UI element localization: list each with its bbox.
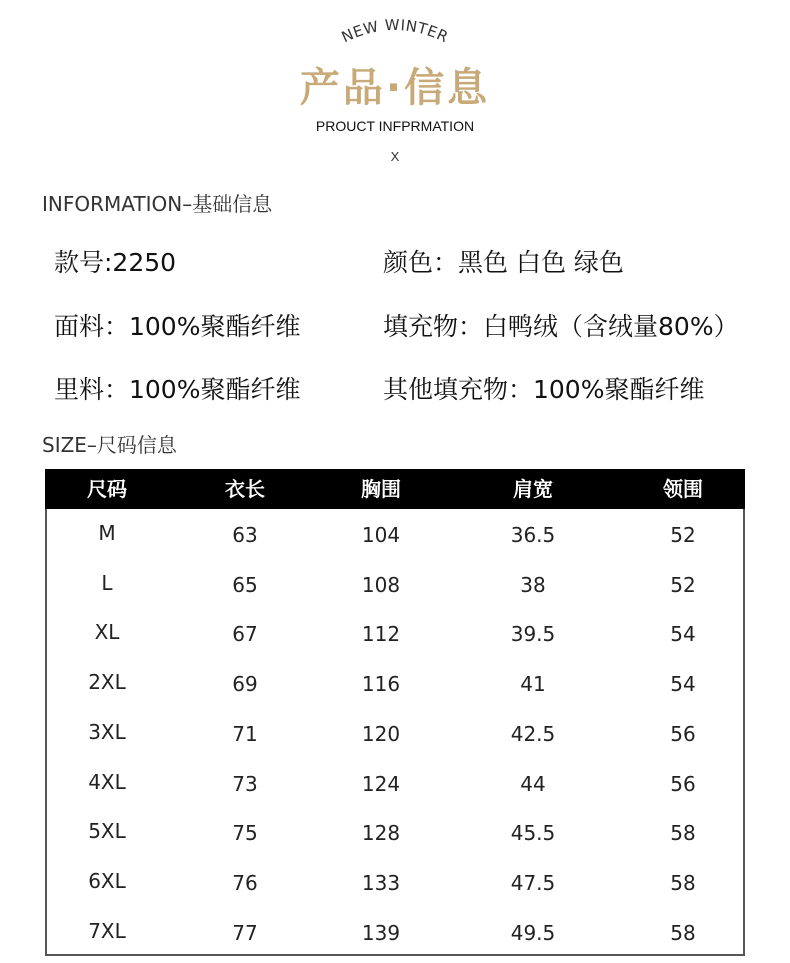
- info-colors: 颜色：黑色 白色 绿色: [383, 248, 624, 277]
- cell-chest: 108: [361, 572, 401, 597]
- cell-size: 3XL: [88, 719, 126, 744]
- cell-size: 7XL: [88, 918, 126, 943]
- cell-chest: 128: [361, 821, 401, 846]
- table-row: [45, 710, 745, 760]
- cell-chest: 139: [361, 920, 401, 945]
- info-filling: 填充物：白鸭绒（含绒量80%）: [383, 312, 739, 341]
- cell-size: 4XL: [88, 769, 126, 794]
- cell-shoulder: 38: [520, 572, 546, 597]
- arc-text: [339, 16, 452, 46]
- column-header-collar: 领围: [663, 477, 703, 501]
- size-table: [45, 469, 745, 956]
- cell-length: 75: [232, 821, 258, 846]
- cell-chest: 112: [361, 622, 401, 647]
- cell-size: 5XL: [88, 819, 126, 844]
- column-header-length: 衣长: [225, 477, 265, 501]
- cell-length: 67: [232, 622, 258, 647]
- cell-shoulder: 45.5: [510, 821, 556, 846]
- cell-size: L: [101, 570, 113, 595]
- page-subtitle: PROUCT INFPRMATION: [315, 118, 475, 134]
- cell-collar: 58: [670, 821, 696, 846]
- table-row: [45, 561, 745, 611]
- arc-text-path: NEW WINTER: [338, 15, 452, 47]
- cell-collar: 56: [670, 771, 696, 796]
- cell-size: 6XL: [88, 868, 126, 893]
- cell-chest: 133: [361, 870, 401, 895]
- info-fabric: 面料：100%聚酯纤维: [54, 312, 301, 341]
- cell-collar: 54: [670, 672, 696, 697]
- cell-length: 65: [232, 572, 258, 597]
- table-row: [45, 511, 745, 561]
- size-heading: SIZE–尺码信息: [42, 433, 177, 457]
- cell-collar: 54: [670, 622, 696, 647]
- cell-length: 73: [232, 771, 258, 796]
- cell-length: 76: [232, 870, 258, 895]
- separator-mark: X: [390, 149, 400, 164]
- table-row: [45, 859, 745, 909]
- new-winter-arc-text: [295, 10, 495, 60]
- cell-size: XL: [94, 620, 120, 645]
- table-row: [45, 760, 745, 810]
- cell-collar: 58: [670, 870, 696, 895]
- cell-shoulder: 39.5: [510, 622, 556, 647]
- cell-collar: 56: [670, 721, 696, 746]
- cell-length: 69: [232, 672, 258, 697]
- column-header-shoulder: 肩宽: [513, 477, 553, 501]
- info-other-filling: 其他填充物：100%聚酯纤维: [383, 375, 705, 404]
- cell-collar: 58: [670, 920, 696, 945]
- cell-shoulder: 42.5: [510, 721, 556, 746]
- cell-collar: 52: [670, 523, 696, 547]
- column-header-size: 尺码: [87, 477, 127, 501]
- info-lining: 里料：100%聚酯纤维: [54, 375, 301, 404]
- page-title: 产品·信息: [299, 65, 491, 111]
- cell-shoulder: 49.5: [510, 920, 556, 945]
- cell-shoulder: 41: [520, 672, 546, 697]
- cell-collar: 52: [670, 572, 696, 597]
- cell-chest: 124: [361, 771, 401, 796]
- table-row: [45, 909, 745, 959]
- table-row: [45, 660, 745, 710]
- info-style-number: 款号:2250: [54, 248, 177, 277]
- cell-chest: 116: [361, 672, 401, 697]
- cell-shoulder: 44: [520, 771, 546, 796]
- cell-length: 63: [232, 523, 258, 547]
- cell-chest: 104: [361, 523, 401, 547]
- table-header-row: [45, 469, 745, 509]
- table-row: [45, 610, 745, 660]
- cell-length: 77: [232, 920, 258, 945]
- cell-shoulder: 36.5: [510, 523, 556, 547]
- cell-chest: 120: [361, 721, 401, 746]
- information-heading: INFORMATION–基础信息: [42, 192, 273, 216]
- cell-length: 71: [232, 721, 258, 746]
- cell-shoulder: 47.5: [510, 870, 556, 895]
- cell-size: 2XL: [88, 670, 126, 695]
- cell-size: M: [98, 521, 116, 545]
- table-row: [45, 809, 745, 859]
- column-header-chest: 胸围: [361, 477, 401, 501]
